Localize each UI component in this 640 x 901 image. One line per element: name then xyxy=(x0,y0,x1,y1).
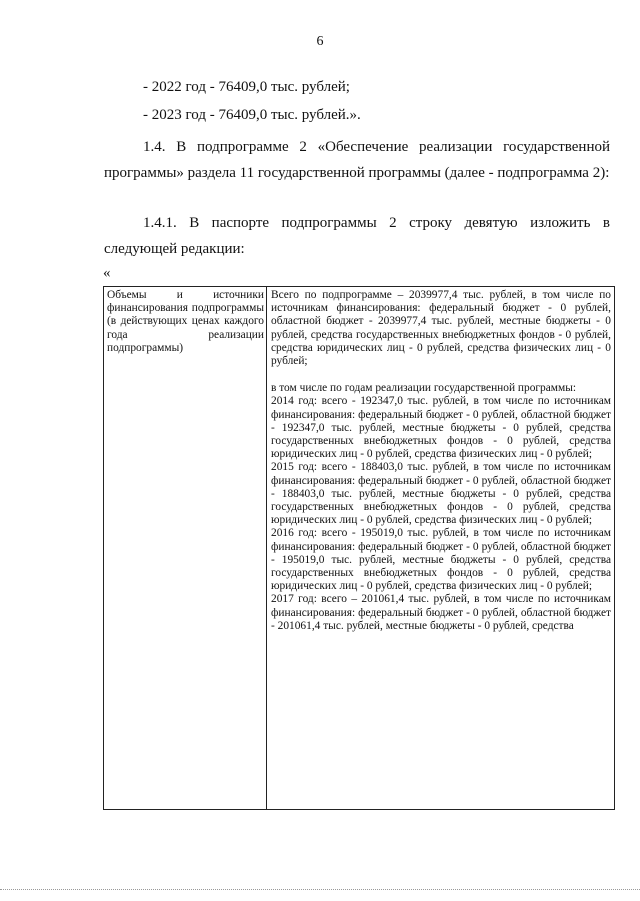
table-left-cell: Объемы и источники финансирования подпрограммы (в действующих ценах каждого года реализации подпрограммы) xyxy=(104,287,267,809)
financing-year-2017: 2017 год: всего – 201061,4 тыс. рублей, в том числе по источникам финансирования: федеральный бюджет - 0 рублей, областной бюджет - 201061,4 тыс. рублей, местные бюджеты - 0 рублей, средства xyxy=(271,593,611,632)
table-spacer xyxy=(271,368,611,382)
page-number: 6 xyxy=(316,34,324,49)
paragraph-item-1-4: 1.4. В подпрограмме 2 «Обеспечение реализации государственной программы» раздела 11 государственной программы (далее - подпрограмма 2): xyxy=(104,139,610,181)
page-bottom-edge xyxy=(0,889,640,890)
financing-year-2016: 2016 год: всего - 195019,0 тыс. рублей, в том числе по источникам финансирования: федеральный бюджет - 0 рублей, областной бюджет - 195019,0 тыс. рублей, местные бюджеты - 0 рублей, средства государственных внебюджетных фондов - 0 рублей, средства юридических лиц - 0 рублей, средства физических лиц - 0 рублей; xyxy=(271,527,611,593)
paragraph-year-2022: - 2022 год - 76409,0 тыс. рублей; xyxy=(143,79,350,95)
paragraph-year-2023: - 2023 год - 76409,0 тыс. рублей.». xyxy=(143,107,361,123)
financing-total: Всего по подпрограмме – 2039977,4 тыс. рублей, в том числе по источникам финансирования: федеральный бюджет - 0 рублей, областной бюджет - 2039977,4 тыс. рублей, местные бюджеты - 0 рублей, средства государственных внебюджетных фондов - 0 рублей, средства юридических лиц - 0 рублей, средства физических лиц - 0 рублей; xyxy=(271,289,611,368)
financing-year-2014: 2014 год: всего - 192347,0 тыс. рублей, в том числе по источникам финансирования: федеральный бюджет - 0 рублей, областной бюджет - 192347,0 тыс. рублей, местные бюджеты - 0 рублей, средства государственных внебюджетных фондов - 0 рублей, средства юридических лиц - 0 рублей, средства физических лиц - 0 рублей; xyxy=(271,395,611,461)
financing-by-years-intro: в том числе по годам реализации государственной программы: xyxy=(271,382,577,395)
financing-year-2015: 2015 год: всего - 188403,0 тыс. рублей, в том числе по источникам финансирования: федеральный бюджет - 0 рублей, областной бюджет - 188403,0 тыс. рублей, местные бюджеты - 0 рублей, средства государственных внебюджетных фондов - 0 рублей, средства юридических лиц - 0 рублей, средства физических лиц - 0 рублей; xyxy=(271,461,611,527)
paragraph-item-1-4-1: 1.4.1. В паспорте подпрограммы 2 строку девятую изложить в следующей редакции: xyxy=(104,215,610,257)
opening-quote: « xyxy=(103,265,111,281)
financing-table xyxy=(103,286,615,810)
table-right-cell xyxy=(267,287,614,809)
